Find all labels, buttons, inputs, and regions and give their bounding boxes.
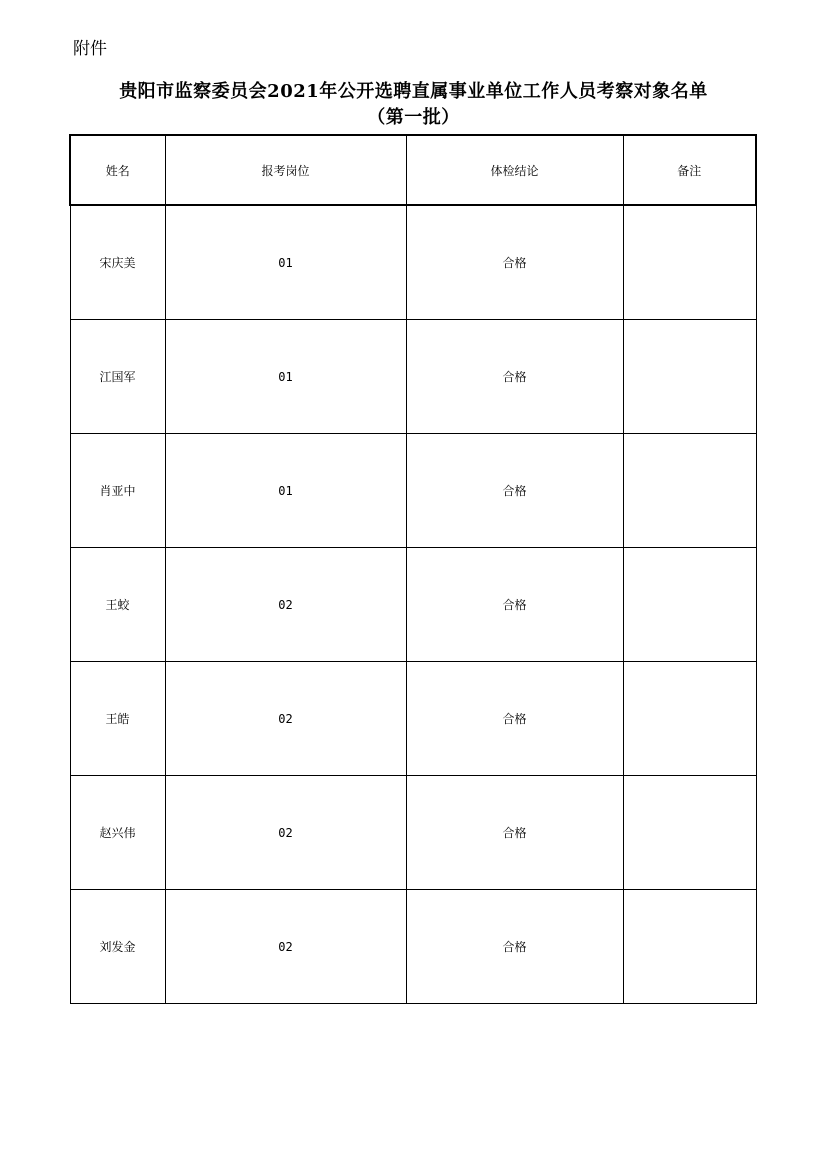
table-row xyxy=(70,548,756,662)
header-remark: 备注 xyxy=(623,135,756,205)
table-row xyxy=(70,890,756,1004)
position-code: 01 xyxy=(165,320,406,434)
remark xyxy=(623,205,756,320)
document-subtitle: （第一批） xyxy=(367,107,460,128)
medical-result: 合格 xyxy=(406,205,623,320)
medical-result: 合格 xyxy=(406,662,623,776)
table-row xyxy=(70,320,756,434)
medical-result: 合格 xyxy=(406,890,623,1004)
remark xyxy=(623,890,756,1004)
position-code: 02 xyxy=(165,548,406,662)
position-code: 01 xyxy=(165,205,406,320)
medical-result: 合格 xyxy=(406,548,623,662)
remark xyxy=(623,548,756,662)
remark xyxy=(623,776,756,890)
medical-result: 合格 xyxy=(406,434,623,548)
table-row xyxy=(70,434,756,548)
candidate-table xyxy=(69,134,757,1004)
position-code: 02 xyxy=(165,662,406,776)
medical-result: 合格 xyxy=(406,320,623,434)
candidate-name: 赵兴伟 xyxy=(70,776,165,890)
candidate-name: 王蛟 xyxy=(70,548,165,662)
table-header-row xyxy=(70,135,756,205)
candidate-name: 肖亚中 xyxy=(70,434,165,548)
candidate-name: 宋庆美 xyxy=(70,205,165,320)
table-row xyxy=(70,662,756,776)
header-medical-result: 体检结论 xyxy=(406,135,623,205)
position-code: 02 xyxy=(165,890,406,1004)
remark xyxy=(623,662,756,776)
header-name: 姓名 xyxy=(70,135,165,205)
position-code: 01 xyxy=(165,434,406,548)
document-title: 贵阳市监察委员会2021年公开选聘直属事业单位工作人员考察对象名单 xyxy=(119,81,708,102)
table-row xyxy=(70,205,756,320)
table-row xyxy=(70,776,756,890)
candidate-name: 江国军 xyxy=(70,320,165,434)
medical-result: 合格 xyxy=(406,776,623,890)
candidate-name: 王皓 xyxy=(70,662,165,776)
attachment-label: 附件 xyxy=(73,39,107,59)
remark xyxy=(623,320,756,434)
header-position: 报考岗位 xyxy=(165,135,406,205)
candidate-name: 刘发金 xyxy=(70,890,165,1004)
position-code: 02 xyxy=(165,776,406,890)
remark xyxy=(623,434,756,548)
